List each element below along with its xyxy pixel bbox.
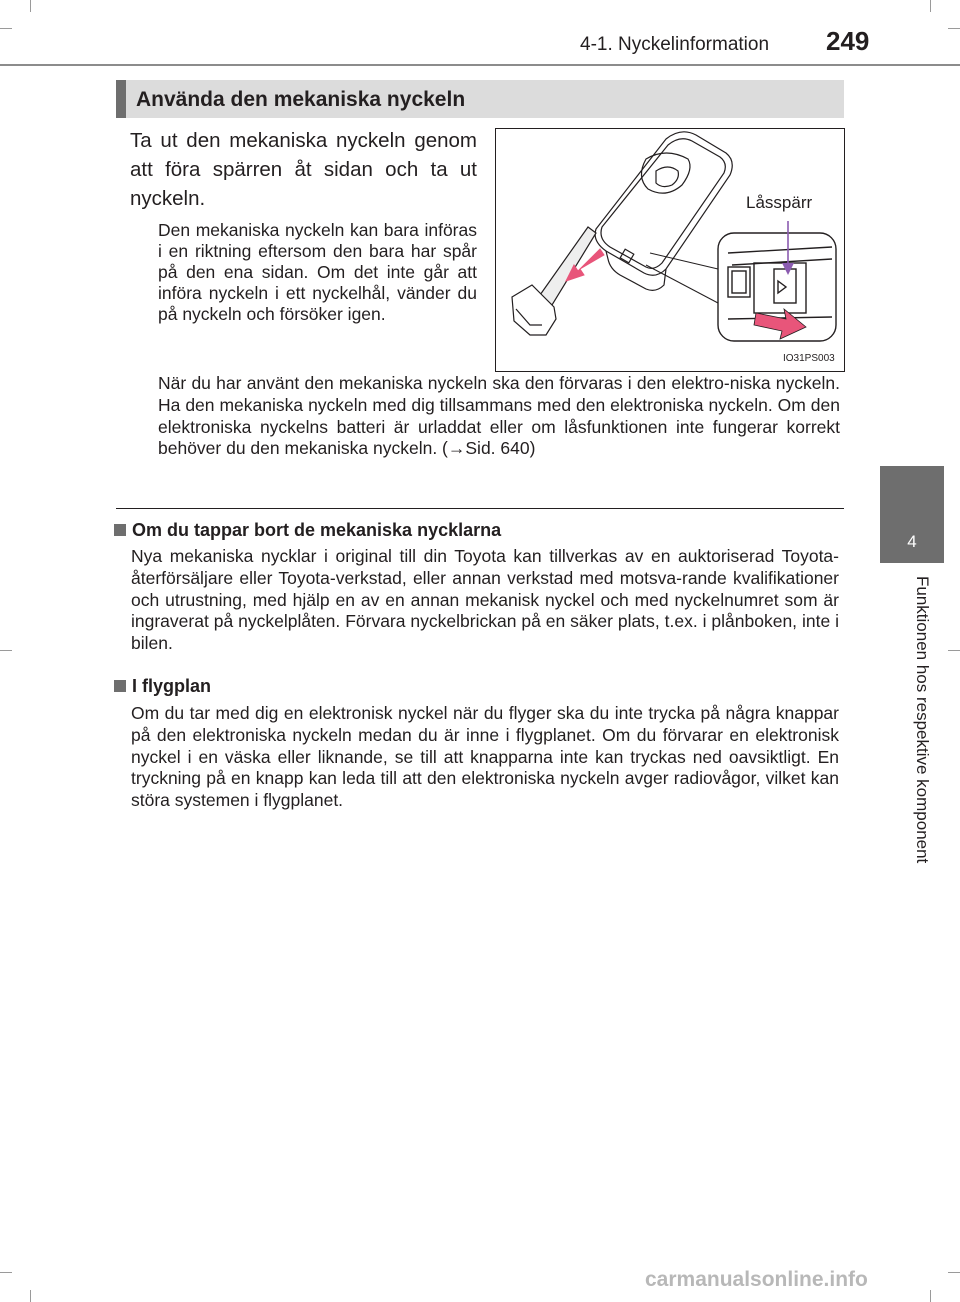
crop-mark [948,650,960,651]
mechanical-key-icon [512,227,596,335]
running-header-section: 4-1. Nyckelinformation [580,34,770,55]
crop-mark [930,0,931,12]
crop-mark [948,1272,960,1273]
info-heading-text: I flygplan [132,676,212,696]
chapter-tab [880,466,944,563]
crop-mark [930,1290,931,1302]
bullet-square-icon [114,680,126,692]
callout-line [650,253,718,269]
page-number: 249 [826,26,870,56]
crop-mark [0,1272,12,1273]
step-note: Den mekaniska nyckeln kan bara införas i en riktning eftersom den bara har spår på den ena sidan. Om det inte går att införa nyckeln i ett nyckelhål, vänder du på nyckeln och försöker igen. [158,220,477,324]
section-title-bar [116,80,126,118]
header-rule [0,64,960,66]
crop-mark [30,0,31,12]
divider [116,508,844,509]
chapter-title-vertical: Funktionen hos respektive komponent [913,576,932,864]
step-instruction: Ta ut den mekaniska nyckeln genom att föra spärren åt sidan och ta ut nyckeln. [130,129,477,210]
info-text-airplane: Om du tar med dig en elektronisk nyckel när du flyger ska du inte trycka på några knappar på den elektroniska nyckeln medan du är inne i flygplanet. Om du förvarar en elektronisk nyckel i en väska eller liknande, se till att knapparna inte kan tryckas ned oavsiktligt. En tryckning på en knapp kan leda till att den elektroniska nyckeln avger radiovågor, vilket kan störa systemen i flygplanet. [131,703,839,811]
crop-mark [30,1290,31,1302]
info-heading-airplane [114,676,211,697]
info-heading-lost-keys [114,520,501,541]
key-fob-icon [595,132,732,291]
lock-latch-label: Låsspärr [746,193,813,212]
illustration-code: IO31PS003 [783,353,835,364]
key-drawing [496,129,844,371]
info-heading-text: Om du tappar bort de mekaniska nycklarna [132,520,502,540]
callout-line [646,265,718,303]
section-title: Använda den mekaniska nyckeln [136,88,466,111]
crop-mark [0,650,12,651]
chapter-number: 4 [907,532,917,551]
info-text-lost-keys: Nya mekaniska nycklar i original till din Toyota kan tillverkas av en auktoriserad Toyota-återförsäljare eller Toyota-verkstad, eller annan verkstad med motsva-rande kvalifikationer och utrustning, med hjälp en av en annan mekanisk nyckel och med nyckelnumret som är ingraverat på nyckelplåten. Förvara nyckelbrickan på en säker plats, t.ex. i plånboken, inte i bilen. [131,546,839,654]
watermark: carmanualsonline.info [645,1268,868,1291]
bullet-square-icon [114,524,126,536]
section-title-box [116,80,844,118]
crop-mark [948,28,960,29]
storage-note: När du har använt den mekaniska nyckeln ska den förvaras i den elektro-niska nyckeln. Ha den mekaniska nyckeln med dig tillsammans med den elektroniska nyckeln. Om den elektroniska nyckelns batteri är urladdat eller om låsfunktionen inte fungerar korrekt behöver du den mekaniska nyckeln. (→Sid. 640) [158,373,840,459]
key-illustration [495,128,845,372]
crop-mark [0,28,12,29]
